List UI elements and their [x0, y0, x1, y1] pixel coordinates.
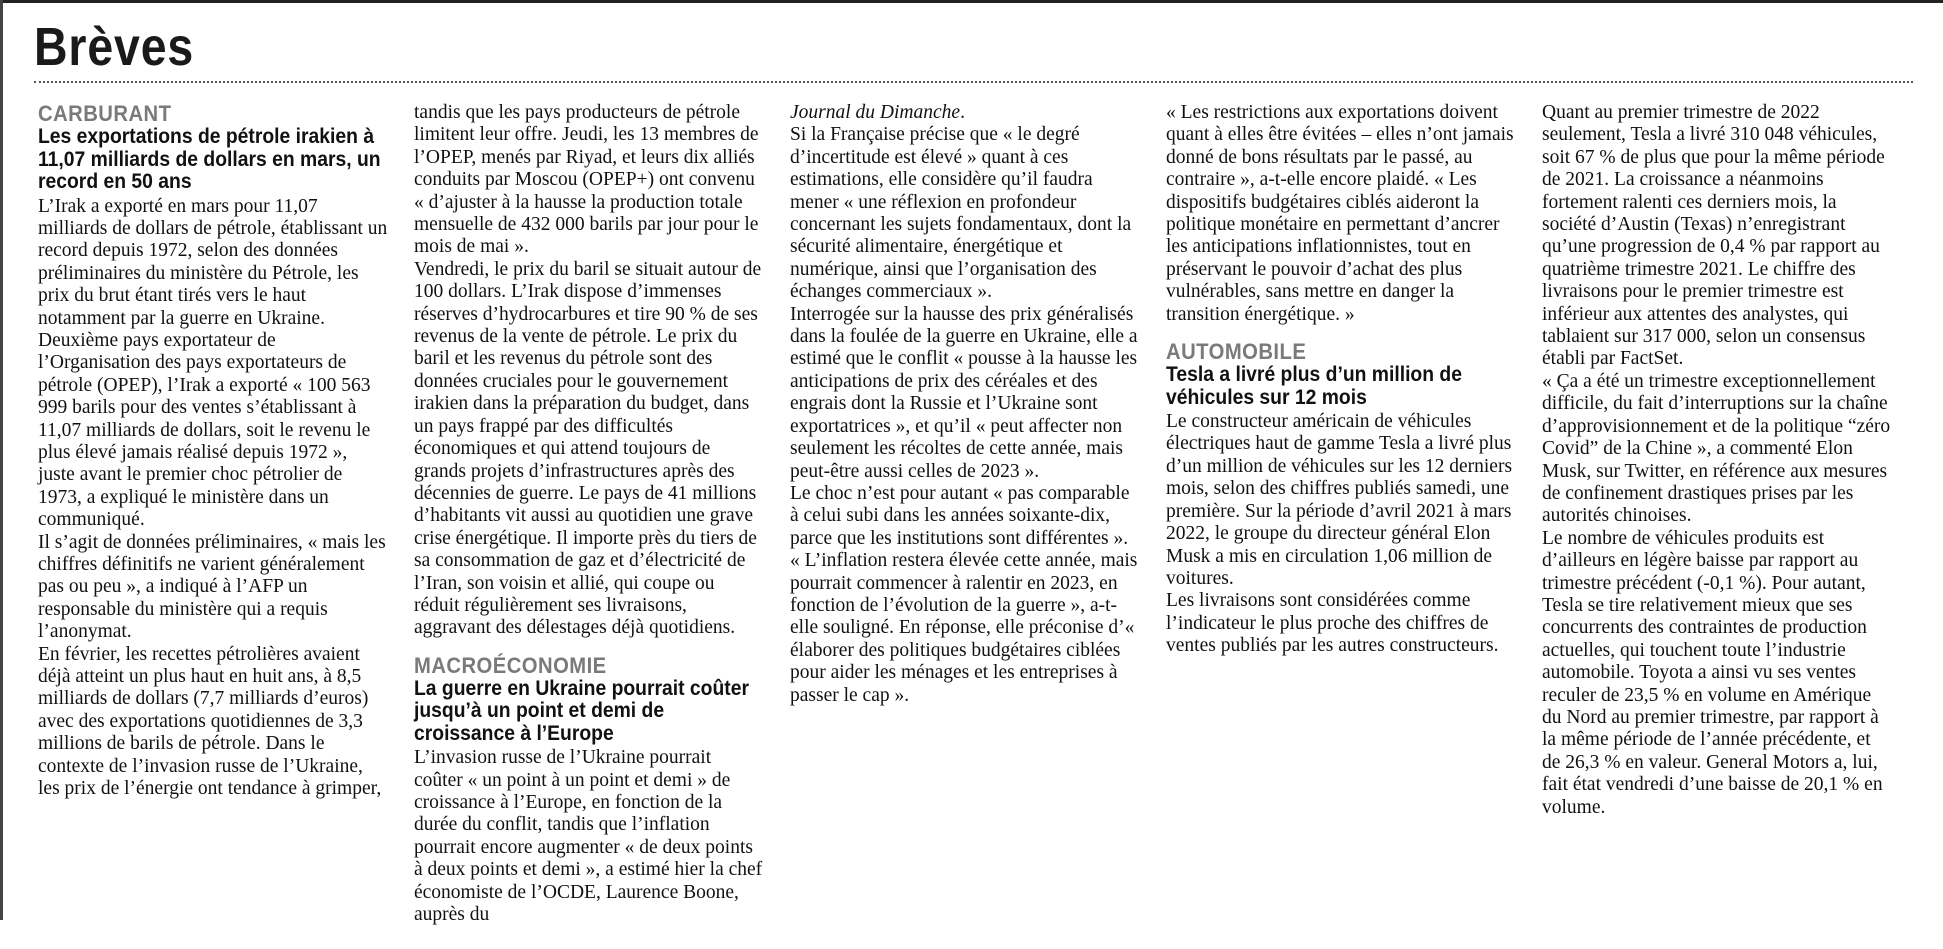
macro-paragraph-1 — [414, 747, 764, 926]
carburant-paragraph-2: Deuxième pays exportateur de l’Organisation des pays exportateurs de pétrole (OPEP), l’Irak a exporté « 100 563 999 barils pour des ventes s’établissant à 11,07 milliards de dollars, soit le revenu le plus élevé jamais réalisé depuis 1972 », juste avant le premier choc pétrolier de 1973, a expliqué le ministère dans un communiqué. — [38, 329, 371, 531]
carburant-headline: Les exportations de pétrole irakien à 11,07 milliards de dollars en mars, un record en 50 ans — [38, 125, 381, 193]
column-1 — [38, 102, 388, 800]
carburant-paragraph-4: En février, les recettes pétrolières avaient déjà atteint un plus haut en huit ans, à 8,5 milliards de dollars (7,7 milliards d’euros) avec des exportations quotidiennes de 3,3 millions de barils de pétrole. Dans le contexte de l’invasion russe de l’Ukraine, les prix de l’énergie ont tendance à grimper, — [38, 643, 382, 800]
macro-source-end: . — [960, 102, 965, 123]
auto-paragraph-3: Quant au premier trimestre de 2022 seulement, Tesla a livré 310 048 véhicules, soit 67 % de plus que pour la même période de 2021. La croissance a néanmoins fortement ralenti ces derniers mois, la société d’Austin (Texas) n’enregistrant qu’une progression de 0,4 % par rapport au quatrième trimestre 2021. Le chiffre des livraisons pour le premier trimestre est inférieur aux attentes des analystes, qui tablaient sur 317 000, selon un consensus établi par FactSet. — [1542, 102, 1885, 370]
macro-paragraph-2: Si la Française précise que « le degré d’incertitude est élevé » quant à ces estimations, elle considère qu’il faudra mener « une réflexion en profondeur concernant les sujets fondamentaux, dont la sécurité alimentaire, énergétique et numérique, ainsi que l’organisation des échanges commerciaux ». — [790, 124, 1132, 303]
carburant-paragraph-1: L’Irak a exporté en mars pour 11,07 milliards de dollars de pétrole, établissant un record depuis 1972, selon des données préliminaires du ministère du Pétrole, les prix du brut étant tirés vers le haut notamment par la guerre en Ukraine. — [38, 195, 388, 329]
left-edge-rule — [0, 0, 3, 920]
carburant-paragraph-3: Il s’agit de données préliminaires, « mais les chiffres définitifs ne varient généralement pas ou peu », a indiqué à l’AFP un responsable du ministère qui a requis l’anonymat. — [38, 531, 386, 643]
top-rule — [0, 0, 1943, 3]
macro-paragraph-3: Interrogée sur la hausse des prix généralisés dans la foulée de la guerre en Ukraine, elle a estimé que le conflit « pousse à la hausse les anticipations de prix des céréales et des engrais dont la Russie et l’Ukraine sont exportatrices », et qu’il « peut affecter non seulement les récoltes de cette année, mais peut-être aussi celles de 2023 ». — [790, 303, 1138, 482]
macro-source-title: Journal du Dimanche — [790, 102, 961, 123]
macro-paragraph-5: « L’inflation restera élevée cette année, mais pourrait commencer à ralentir en 2023, en fonction de l’évolution de la guerre », a-t-elle souligné. En réponse, elle préconise d’« élaborer des politiques budgétaires ciblées pour aider les ménages et les entreprises à passer le cap ». — [790, 550, 1138, 706]
dotted-separator — [34, 81, 1913, 83]
page-title: Brèves — [34, 17, 195, 77]
carburant-paragraph-6: Vendredi, le prix du baril se situait autour de 100 dollars. L’Irak dispose d’immenses réserves d’hydrocarbures et tire 90 % de ses revenus de la vente de pétrole. Le prix du baril et les revenus du pétrole sont des données cruciales pour le gouvernement irakien dans la préparation du budget, dans un pays frappé par des difficultés économiques et qui attend toujours de grands projets d’infrastructures après des décennies de guerre. Le pays de 41 millions d’habitants vit aussi au quotidien une grave crise énergétique. Il importe près du tiers de sa consommation de gaz et d’électricité de l’Iran, son voisin et allié, qui coupe ou réduit régulièrement ses livraisons, aggravant des délestages déjà quotidiens. — [414, 258, 762, 639]
macro-paragraph-1-continued — [790, 102, 1140, 124]
column-2 — [414, 102, 764, 927]
column-5 — [1542, 102, 1892, 819]
macro-paragraph-1-text: L’invasion russe de l’Ukraine pourrait coûter « un point à un point et demi » de croissance à l’Europe, en fonction de la durée du conflit, tandis que l’inflation pourrait encore augmenter « de deux points à deux points et demi », a estimé hier la chef économiste de l’OCDE, Laurence Boone, auprès du — [414, 747, 763, 926]
auto-paragraph-2: Les livraisons sont considérées comme l’indicateur le plus proche des chiffres de ventes publiés par les autres constructeurs. — [1166, 590, 1499, 657]
column-3 — [790, 102, 1140, 707]
column-4 — [1166, 102, 1516, 658]
auto-paragraph-5: Le nombre de véhicules produits est d’ailleurs en légère baisse par rapport au trimestre précédent (-0,1 %). Pour autant, Tesla se tire relativement mieux que ses concurrents des contraintes de production actuelles, qui touchent toute l’industrie automobile. Toyota a ainsi vu ses ventes reculer de 23,5 % en volume en Amérique du Nord au premier trimestre, par rapport à la même période de l’année précédente, et de 26,3 % en valeur. General Motors a, lui, fait état vendredi d’une baisse de 20,1 % en volume. — [1542, 527, 1883, 818]
carburant-kicker: CARBURANT — [38, 101, 172, 126]
macro-paragraph-4: Le choc n’est pour autant « pas comparable à celui subi dans les années soixante-dix, parce que les institutions sont différentes ». — [790, 482, 1130, 549]
macro-headline: La guerre en Ukraine pourrait coûter jusqu’à un point et demi de croissance à l’Europe — [414, 676, 749, 745]
auto-headline: Tesla a livré plus d’un million de véhicules sur 12 mois — [1166, 363, 1462, 409]
macro-kicker: MACROÉCONOMIE — [414, 652, 607, 678]
auto-paragraph-1: Le constructeur américain de véhicules électriques haut de gamme Tesla a livré plus d’un million de véhicules sur les 12 derniers mois, selon des chiffres publiés samedi, une première. Sur la période d’avril 2021 à mars 2022, le groupe du directeur général Elon Musk a mis en circulation 1,06 million de voitures. — [1166, 411, 1513, 589]
carburant-paragraph-5: tandis que les pays producteurs de pétrole limitent leur offre. Jeudi, les 13 membres de l’OPEP, menés par Riyad, et leurs dix alliés conduits par Moscou (OPEP+) ont convenu « d’ajuster à la hausse la production totale mensuelle de 432 000 barils par jour pour le mois de mai ». — [414, 102, 759, 258]
auto-kicker: AUTOMOBILE — [1166, 339, 1307, 365]
auto-paragraph-4: « Ça a été un trimestre exceptionnellement difficile, du fait d’interruptions sur la chaîne d’approvisionnement et de la politique “zéro Covid” de la Chine », a commenté Elon Musk, sur Twitter, en référence aux mesures de confinement drastiques prises par les autorités chinoises. — [1542, 370, 1891, 527]
macro-paragraph-6: « Les restrictions aux exportations doivent quant à elles être évitées – elles n’ont jamais donné de bons résultats par le passé, au contraire », a-t-elle encore plaidé. « Les dispositifs budgétaires ciblés aideront la politique monétaire en permettant d’ancrer les anticipations inflationnistes, tout en préservant le pouvoir d’achat des plus vulnérables, sans mettre en danger la transition énergétique. » — [1166, 102, 1514, 325]
